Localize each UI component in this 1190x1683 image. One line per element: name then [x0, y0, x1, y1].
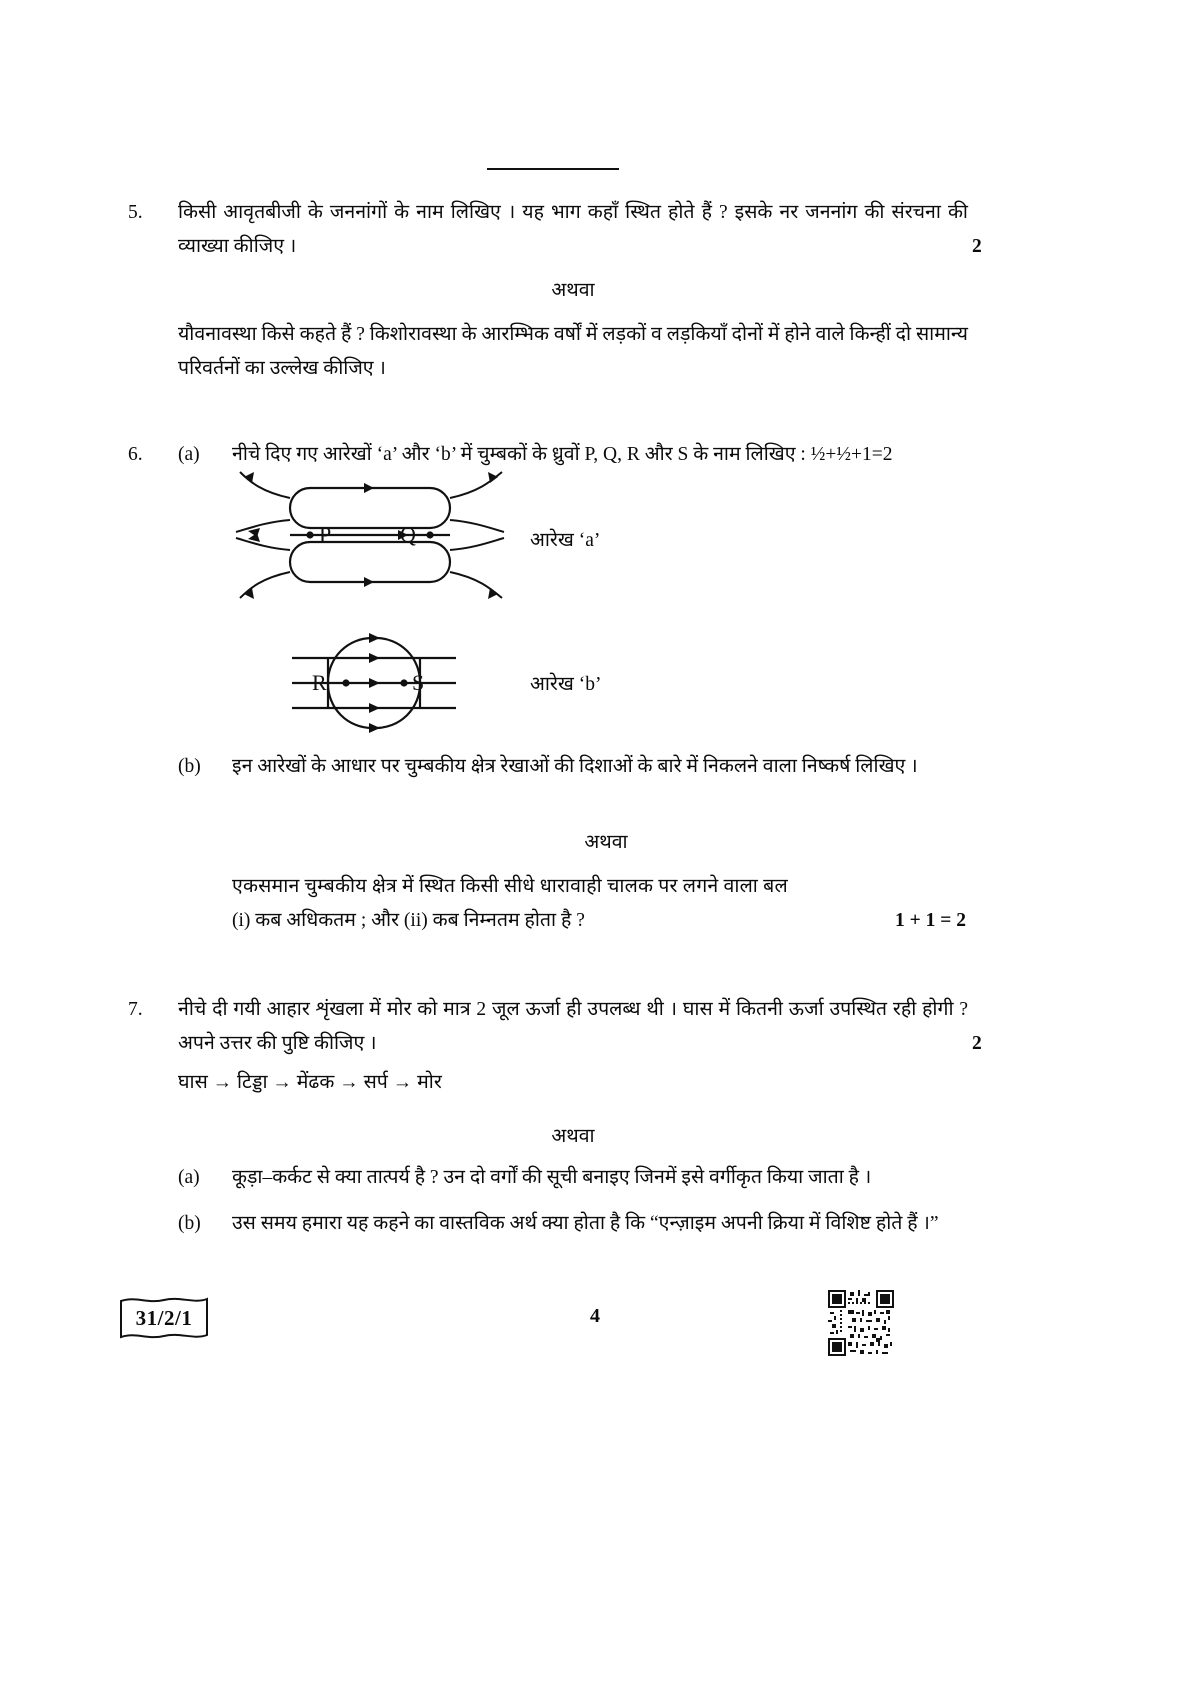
- question-7-or-label: अथवा: [551, 1126, 595, 1147]
- question-6-alternative-line-1: एकसमान चुम्बकीय क्षेत्र में स्थित किसी सीधे धारावाही चालक पर लगने वाला बल: [232, 876, 788, 897]
- question-5-marks: 2: [972, 236, 982, 257]
- question-6-alternative-marks: 1 + 1 = 2: [895, 910, 966, 931]
- question-7-part-b-label: (b): [178, 1213, 201, 1234]
- question-7-number: 7.: [128, 999, 143, 1020]
- question-6-alternative-line-2: (i) कब अधिकतम ; और (ii) कब निम्नतम होता है ?: [232, 910, 585, 931]
- svg-text:R: R: [312, 670, 327, 695]
- magnet-diagram-b-label: आरेख ‘b’: [530, 674, 602, 695]
- question-7-text: नीचे दी गयी आहार शृंखला में मोर को मात्र 2 जूल ऊर्जा ही उपलब्ध थी । घास में कितनी ऊर्जा उपस्थित रही होगी ? अपने उत्तर की पुष्टि कीजिए ।: [178, 999, 968, 1054]
- question-6-number: 6.: [128, 444, 143, 465]
- question-5-number: 5.: [128, 202, 143, 223]
- paper-code-text: 31/2/1: [135, 1305, 193, 1330]
- question-7-part-a-text: कूड़ा–कर्कट से क्या तात्पर्य है ? उन दो वर्गों की सूची बनाइए जिनमें इसे वर्गीकृत किया जाता है ।: [232, 1167, 872, 1188]
- question-6-part-b-label: (b): [178, 756, 201, 777]
- magnet-diagram-b: [268, 628, 518, 743]
- qr-code: [828, 1290, 894, 1356]
- page-number: 4: [590, 1305, 600, 1327]
- question-6-part-a-text: नीचे दिए गए आरेखों ‘a’ और ‘b’ में चुम्बकों के ध्रुवों P, Q, R और S के नाम लिखिए : ½+½+1=2: [232, 444, 893, 465]
- question-5-or-label: अथवा: [551, 280, 595, 301]
- svg-text:P: P: [319, 522, 332, 547]
- magnet-diagram-a-label: आरेख ‘a’: [530, 530, 601, 551]
- magnet-diagram-a: [222, 470, 522, 605]
- header-divider-rule: [487, 168, 619, 170]
- svg-text:S: S: [412, 670, 425, 695]
- question-5-alternative-text: यौवनावस्था किसे कहते हैं ? किशोरावस्था के आरम्भिक वर्षों में लड़कों व लड़कियाँ दोनों में होने वाले किन्हीं दो सामान्य परिवर्तनों का उल्लेख कीजिए ।: [178, 324, 968, 379]
- question-6-or-label: अथवा: [584, 832, 628, 853]
- svg-text:Q: Q: [400, 522, 416, 547]
- question-7-food-chain: घास → टिड्डा → मेंढक → सर्प → मोर: [178, 1072, 442, 1093]
- question-5-text: किसी आवृतबीजी के जननांगों के नाम लिखिए । यह भाग कहाँ स्थित होते हैं ? इसके नर जननांग की संरचना की व्याख्या कीजिए ।: [178, 202, 968, 257]
- question-6-part-a-label: (a): [178, 444, 200, 465]
- question-7-marks: 2: [972, 1033, 982, 1054]
- question-7-part-b-text: उस समय हमारा यह कहने का वास्तविक अर्थ क्या होता है कि “एन्ज़ाइम अपनी क्रिया में विशिष्ट होते हैं ।”: [232, 1213, 939, 1234]
- question-6-part-b-text: इन आरेखों के आधार पर चुम्बकीय क्षेत्र रेखाओं की दिशाओं के बारे में निकलने वाला निष्कर्ष लिखिए ।: [232, 756, 918, 777]
- question-7-part-a-label: (a): [178, 1167, 200, 1188]
